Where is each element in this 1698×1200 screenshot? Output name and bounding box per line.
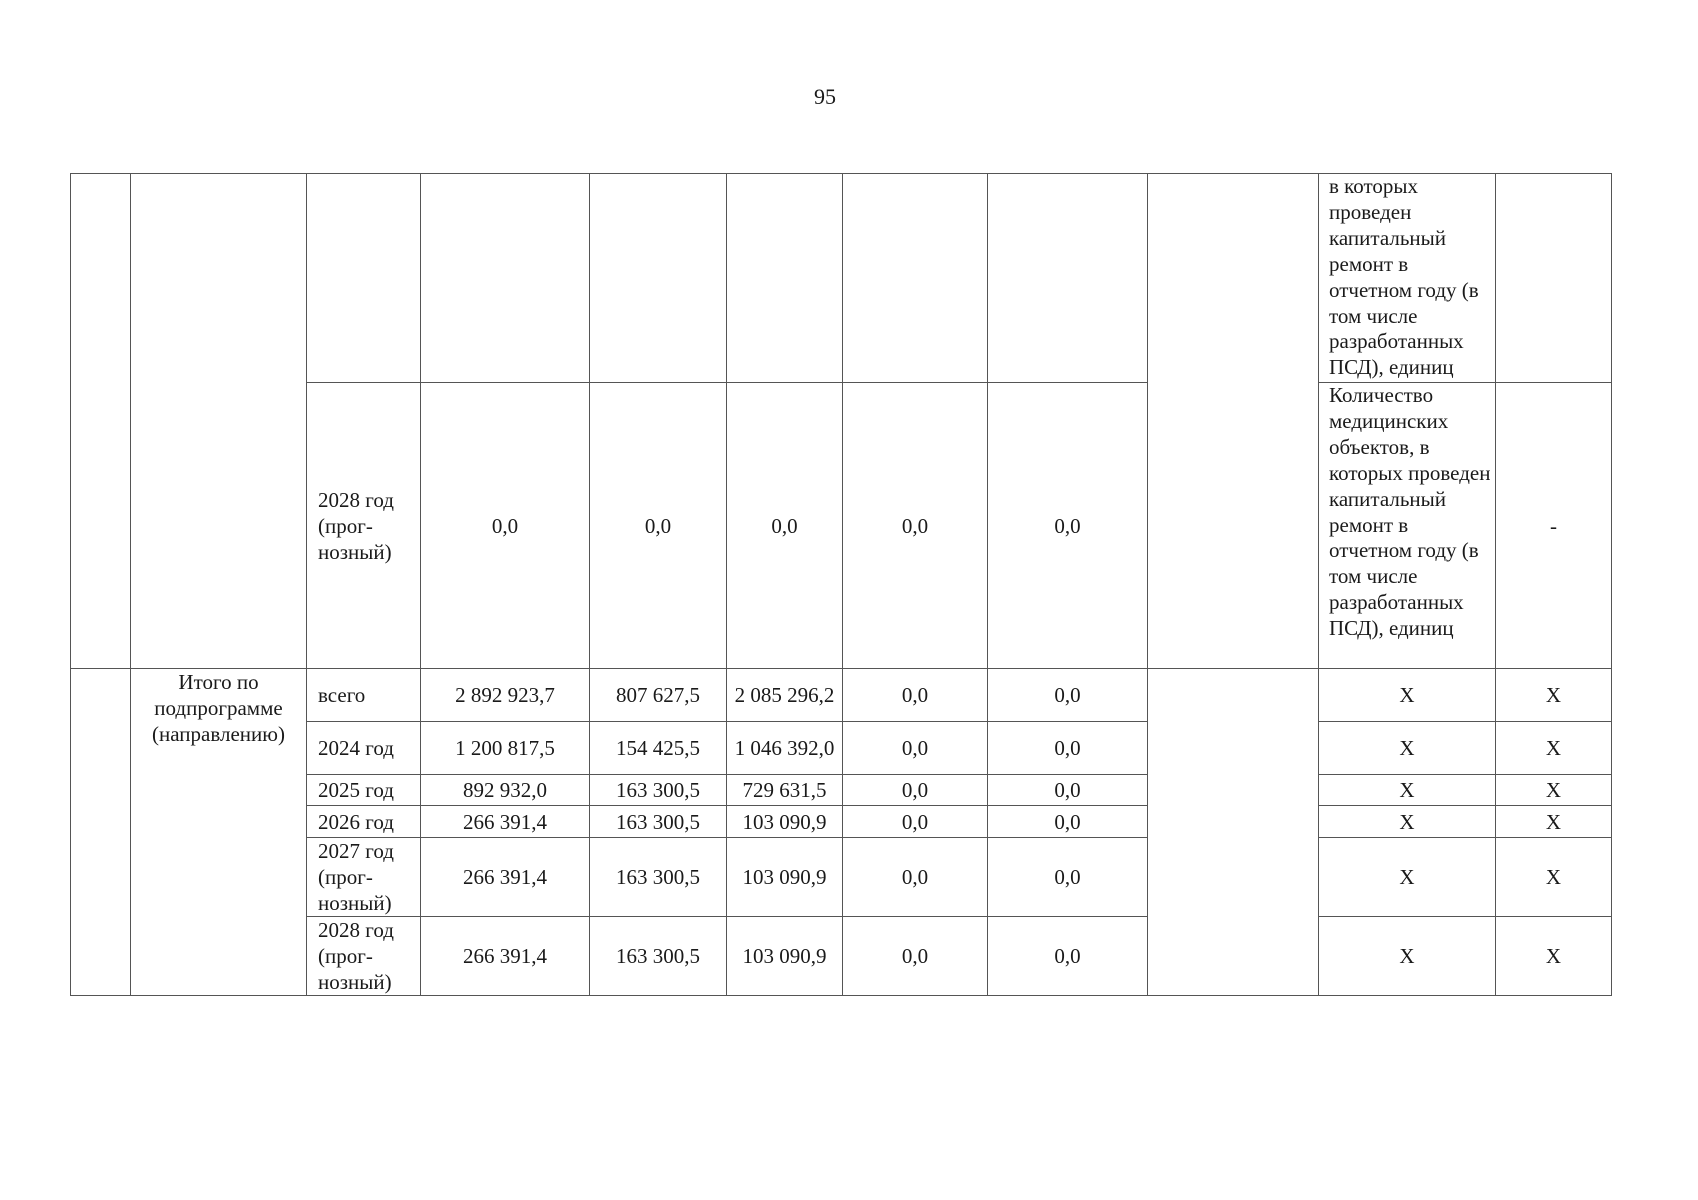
budget-table [70, 173, 1612, 996]
x-mark: Х [1319, 806, 1496, 838]
indicator-label: Количество медицинских объектов, в которых проведен капитальный ремонт в отчетном году (в том числе разработанных ПСД), единиц [1329, 383, 1491, 641]
value-cell: 807 627,5 [590, 669, 727, 722]
value-cell: 729 631,5 [727, 775, 843, 806]
total-label: Итого по подпрограмме (направлению) [131, 669, 307, 996]
value-cell: 103 090,9 [727, 806, 843, 838]
value-cell: 0,0 [421, 383, 590, 669]
value-cell: 266 391,4 [421, 806, 590, 838]
x-mark: Х [1496, 838, 1612, 917]
period-cell: 2027 год (прог-нозный) [307, 838, 421, 917]
value-cell: 0,0 [843, 669, 988, 722]
x-mark: Х [1319, 775, 1496, 806]
x-mark: Х [1496, 917, 1612, 996]
x-mark: Х [1496, 669, 1612, 722]
x-mark: Х [1496, 806, 1612, 838]
cell-empty [727, 174, 843, 383]
x-mark: Х [1496, 775, 1612, 806]
value-cell: 154 425,5 [590, 722, 727, 775]
value-cell: 0,0 [988, 669, 1148, 722]
x-mark: Х [1496, 722, 1612, 775]
x-mark: Х [1319, 722, 1496, 775]
value-cell: 0,0 [988, 806, 1148, 838]
value-cell: 2 892 923,7 [421, 669, 590, 722]
period-cell: 2024 год [307, 722, 421, 775]
cell-empty [590, 174, 727, 383]
cell-empty [131, 174, 307, 669]
value-cell: 0,0 [988, 917, 1148, 996]
value-cell: 0,0 [988, 383, 1148, 669]
value-cell: 103 090,9 [727, 917, 843, 996]
cell-empty [843, 174, 988, 383]
value-cell: 0,0 [590, 383, 727, 669]
value-cell: 0,0 [727, 383, 843, 669]
value-cell: 163 300,5 [590, 838, 727, 917]
value-cell: 266 391,4 [421, 917, 590, 996]
cell-empty [421, 174, 590, 383]
indicator-value: - [1496, 383, 1612, 669]
continuation-row [71, 174, 1612, 383]
period-cell: 2028 год (прог-нозный) [307, 917, 421, 996]
value-cell: 0,0 [843, 722, 988, 775]
cell-empty [71, 669, 131, 996]
indicator-tail: в которых проведен капитальный ремонт в отчетном году (в том числе разработанных ПСД), единиц [1329, 174, 1479, 380]
value-cell: 1 046 392,0 [727, 722, 843, 775]
total-row [71, 669, 1612, 722]
value-cell: 0,0 [843, 838, 988, 917]
period-cell: 2028 год (прог-нозный) [307, 383, 421, 669]
cell-empty [71, 174, 131, 669]
value-cell: 892 932,0 [421, 775, 590, 806]
period-cell: всего [307, 669, 421, 722]
cell-empty [1148, 174, 1319, 669]
value-cell: 0,0 [843, 775, 988, 806]
value-cell: 163 300,5 [590, 806, 727, 838]
period-cell: 2025 год [307, 775, 421, 806]
value-cell: 0,0 [988, 722, 1148, 775]
value-cell: 0,0 [988, 838, 1148, 917]
cell-empty [307, 174, 421, 383]
value-cell: 0,0 [843, 917, 988, 996]
value-cell: 163 300,5 [590, 917, 727, 996]
period-cell: 2026 год [307, 806, 421, 838]
value-cell: 163 300,5 [590, 775, 727, 806]
value-cell: 0,0 [843, 806, 988, 838]
value-cell: 1 200 817,5 [421, 722, 590, 775]
page-number: 95 [814, 84, 836, 109]
x-mark: Х [1319, 838, 1496, 917]
value-cell: 0,0 [988, 775, 1148, 806]
cell-empty [1148, 669, 1319, 996]
indicator-text [1319, 174, 1496, 383]
value-cell: 0,0 [843, 383, 988, 669]
value-cell: 266 391,4 [421, 838, 590, 917]
value-cell: 103 090,9 [727, 838, 843, 917]
x-mark: Х [1319, 669, 1496, 722]
indicator-text [1319, 383, 1496, 669]
value-cell: 2 085 296,2 [727, 669, 843, 722]
cell-empty [1496, 174, 1612, 383]
cell-empty [988, 174, 1148, 383]
x-mark: Х [1319, 917, 1496, 996]
